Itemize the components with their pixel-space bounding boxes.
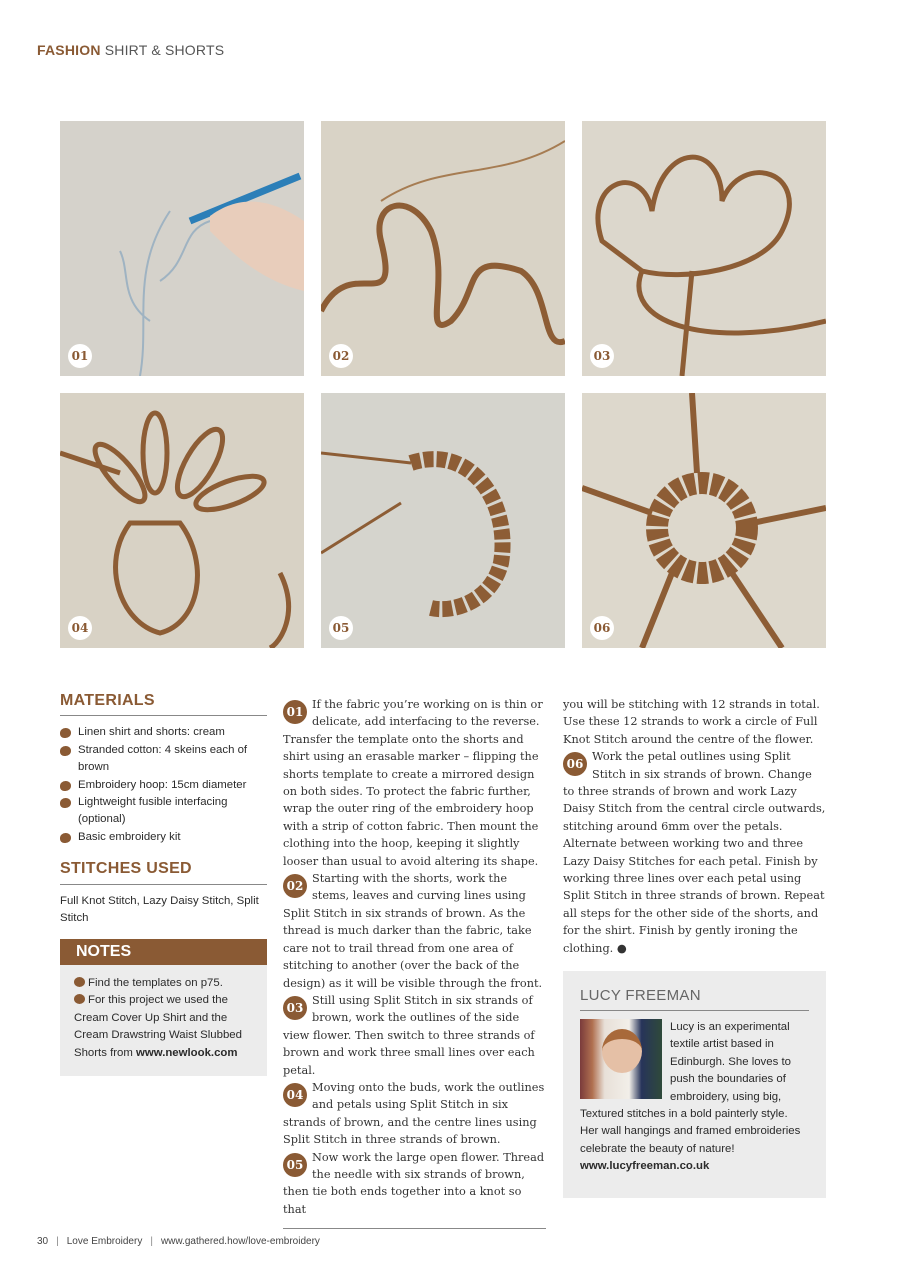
step-2	[283, 870, 546, 992]
instructions-column-2	[563, 696, 826, 957]
bullet-icon	[74, 977, 85, 987]
list-item: Linen shirt and shorts: cream	[60, 724, 267, 741]
author-website-link[interactable]: www.lucyfreeman.co.uk	[580, 1160, 710, 1173]
step-photo-3	[582, 121, 826, 376]
magazine-name: Love Embroidery	[66, 1236, 143, 1247]
note-text: For this project we used the Cream Cover Up Shirt and the Cream Drawstring Waist Slubbed Shorts from	[74, 994, 242, 1059]
divider	[60, 884, 267, 885]
sidebar-column	[60, 692, 267, 1076]
step-3	[283, 992, 546, 1079]
step-photo-6	[582, 393, 826, 648]
bullet-icon	[74, 994, 85, 1004]
step-number: 03	[283, 996, 307, 1020]
materials-list	[60, 724, 267, 846]
author-bio-box	[563, 971, 826, 1198]
photo-number: 03	[590, 344, 614, 368]
step-photo-4	[60, 393, 304, 648]
newlook-link[interactable]: www.newlook.com	[136, 1046, 238, 1059]
materials-heading: MATERIALS	[60, 692, 155, 709]
step-number: 04	[283, 1083, 307, 1107]
step-number: 01	[283, 700, 307, 724]
step-text: Starting with the shorts, work the stems, leaves and curving lines using Split Stitch in six strands of brown. As the thread is much darker than the fabric, take care not to trail thread from one area of stitching to another (over the back of the design) as it will be visible through the front.	[283, 872, 543, 990]
stitches-text: Full Knot Stitch, Lazy Daisy Stitch, Split Stitch	[60, 894, 259, 925]
divider	[580, 1010, 809, 1011]
step-1	[283, 696, 546, 870]
step-photo-1	[60, 121, 304, 376]
step-6	[563, 748, 826, 957]
article-title: SHIRT & SHORTS	[104, 42, 225, 58]
step-text: Now work the large open flower. Thread the needle with six strands of brown, then tie both ends together into a knot so that	[283, 1150, 545, 1216]
step-number: 06	[563, 752, 587, 776]
divider	[60, 715, 267, 716]
list-item: Embroidery hoop: 15cm diameter	[60, 777, 267, 794]
photo-number: 06	[590, 616, 614, 640]
step-text: Work the petal outlines using Split Stitch in six strands of brown. Change to three strands of brown and work Lazy Daisy Stitch from the central circle outwards, stitching around 6mm over the petals. Alternate between working two and three Lazy Daisy Stitches for each petal. Finish by working three lines over each petal using Split Stitch in three strands of brown. Repeat all steps for the other side of the shorts, and for the shirt. Finish by gently ironing the clothing.	[563, 750, 826, 955]
photo-number: 04	[68, 616, 92, 640]
photo-number: 01	[68, 344, 92, 368]
note-text: Find the templates on p75.	[88, 976, 223, 989]
notes-heading: NOTES	[60, 939, 267, 964]
stitches-heading: STITCHES USED	[60, 860, 192, 878]
author-name: LUCY FREEMAN	[580, 987, 701, 1004]
list-item: Stranded cotton: 4 skeins each of brown	[60, 742, 267, 777]
author-bio: Lucy is an experimental textile artist based in Edinburgh. She loves to push the boundaries of embroidery, using big, Textured stitches in a bold painterly style. Her wall hangings and framed embroideries celebrate the beauty of nature!	[580, 1021, 801, 1155]
step-number: 05	[283, 1153, 307, 1177]
magazine-url[interactable]: www.gathered.how/love-embroidery	[160, 1236, 320, 1247]
list-item: Basic embroidery kit	[60, 829, 267, 846]
step-photo-5	[321, 393, 565, 648]
divider	[283, 1228, 546, 1229]
author-portrait	[580, 1019, 662, 1099]
end-mark-icon: ●	[616, 941, 627, 955]
notes-box	[60, 939, 267, 1075]
step-5	[283, 1149, 546, 1219]
list-item: Lightweight fusible interfacing (optional)	[60, 794, 267, 829]
page-footer: 30 | Love Embroidery | www.gathered.how/love-embroidery	[37, 1236, 320, 1247]
photo-number: 05	[329, 616, 353, 640]
step-4	[283, 1079, 546, 1149]
section-header	[37, 42, 224, 58]
step-text: Moving onto the buds, work the outlines and petals using Split Stitch in six strands of brown, and the centre lines using Split Stitch in three strands of brown.	[283, 1080, 545, 1147]
step-number: 02	[283, 874, 307, 898]
step-5-continued: you will be stitching with 12 strands in total. Use these 12 strands to work a circle of Full Knot Stitch around the centre of the flower.	[563, 698, 820, 746]
step-photo-2	[321, 121, 565, 376]
step-text: If the fabric you’re working on is thin or delicate, add interfacing to the reverse. Transfer the template onto the shorts and shirt using an erasable marker – flipping the shorts template to create a mirrored design on both sides. To protect the fabric further, wrap the outer ring of the embroidery hoop with a strip of cotton fabric. Then mount the clothing into the hoop, keeping it slightly looser than usual to avoid altering its shape.	[283, 698, 543, 868]
page-number: 30	[37, 1236, 49, 1247]
photo-number: 02	[329, 344, 353, 368]
section-label: FASHION	[37, 42, 101, 58]
instructions-column-1	[283, 696, 546, 1237]
step-text: Still using Split Stitch in six strands of brown, work the outlines of the side view flower. Then switch to three strands of brown and work three small lines over each petal.	[283, 993, 535, 1077]
